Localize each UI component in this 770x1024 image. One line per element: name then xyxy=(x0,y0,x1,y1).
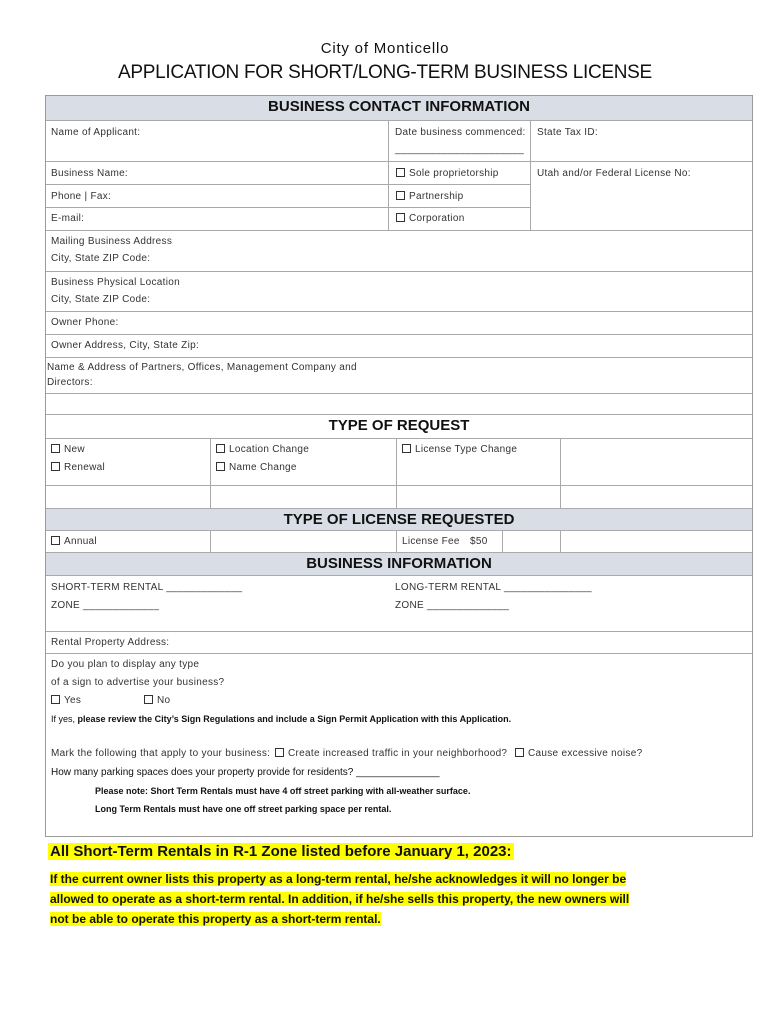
email-field[interactable]: E-mail: xyxy=(51,213,85,224)
date-commenced-label: Date business commenced: xyxy=(395,127,526,138)
checkbox-icon xyxy=(51,536,60,545)
license-type-change-checkbox[interactable]: License Type Change xyxy=(402,444,517,455)
partnership-checkbox[interactable]: Partnership xyxy=(396,191,463,202)
license-form xyxy=(45,95,753,837)
checkbox-icon xyxy=(51,695,60,704)
mailing-city-field[interactable]: City, State ZIP Code: xyxy=(51,253,151,264)
sign-regulations-note: If yes, please review the City’s Sign Regulations and include a Sign Permit Application with this Application. xyxy=(51,714,512,724)
new-checkbox[interactable]: New xyxy=(51,444,85,455)
traffic-checkbox[interactable]: Create increased traffic in your neighborhood? xyxy=(275,748,507,759)
checkbox-icon xyxy=(396,191,405,200)
applicant-name-field[interactable]: Name of Applicant: xyxy=(51,127,141,138)
checkbox-icon xyxy=(402,444,411,453)
long-term-rental-field[interactable]: LONG-TERM RENTAL _______________ xyxy=(395,582,592,593)
mailing-address-field[interactable]: Mailing Business Address xyxy=(51,236,173,247)
r1-zone-warning-title: All Short-Term Rentals in R-1 Zone listed before January 1, 2023: xyxy=(50,843,512,860)
city-name: City of Monticello xyxy=(320,40,450,57)
checkbox-icon xyxy=(51,462,60,471)
sign-no-checkbox[interactable]: No xyxy=(144,695,170,706)
checkbox-icon xyxy=(275,748,284,757)
form-title: APPLICATION FOR SHORT/LONG-TERM BUSINESS LICENSE xyxy=(118,62,652,83)
sign-yes-checkbox[interactable]: Yes xyxy=(51,695,81,706)
license-fee-value: $50 xyxy=(470,536,488,547)
physical-city-field[interactable]: City, State ZIP Code: xyxy=(51,294,151,305)
parking-spaces-field[interactable]: How many parking spaces does your property provide for residents? _______________ xyxy=(51,767,440,778)
checkbox-icon xyxy=(144,695,153,704)
renewal-checkbox[interactable]: Renewal xyxy=(51,462,105,473)
checkbox-icon xyxy=(216,462,225,471)
annual-checkbox[interactable]: Annual xyxy=(51,536,97,547)
sole-proprietorship-checkbox[interactable]: Sole proprietorship xyxy=(396,168,499,179)
checkbox-icon xyxy=(216,444,225,453)
federal-license-field[interactable]: Utah and/or Federal License No: xyxy=(537,168,691,179)
state-tax-id-field[interactable]: State Tax ID: xyxy=(537,127,598,138)
short-term-rental-field[interactable]: SHORT-TERM RENTAL _____________ xyxy=(51,582,243,593)
section-header-contact: BUSINESS CONTACT INFORMATION xyxy=(46,96,752,120)
partners-label-line2: Directors: xyxy=(47,377,93,388)
physical-location-field[interactable]: Business Physical Location xyxy=(51,277,180,288)
section-header-request: TYPE OF REQUEST xyxy=(46,415,752,438)
long-term-zone-field[interactable]: ZONE ______________ xyxy=(395,600,510,611)
checkbox-icon xyxy=(396,168,405,177)
sign-question-line2: of a sign to advertise your business? xyxy=(51,677,225,688)
phone-fax-field[interactable]: Phone | Fax: xyxy=(51,191,112,202)
business-name-field[interactable]: Business Name: xyxy=(51,168,129,179)
short-term-parking-note: Please note: Short Term Rentals must have 4 off street parking with all-weather surface. xyxy=(95,786,471,796)
checkbox-icon xyxy=(515,748,524,757)
r1-zone-warning-text: If the current owner lists this property as a long-term rental, he/she acknowledges it will no longer be allowed to operate as a short-term rental. In addition, if he/she sells this property, the new owners will not be able to operate this property as a short-term rental. xyxy=(50,872,630,926)
mark-following-label: Mark the following that apply to your business: xyxy=(51,748,271,759)
corporation-checkbox[interactable]: Corporation xyxy=(396,213,465,224)
owner-address-field[interactable]: Owner Address, City, State Zip: xyxy=(51,340,200,351)
section-header-license: TYPE OF LICENSE REQUESTED xyxy=(46,509,752,530)
rental-address-field[interactable]: Rental Property Address: xyxy=(51,637,170,648)
short-term-zone-field[interactable]: ZONE _____________ xyxy=(51,600,160,611)
license-fee-label: License Fee xyxy=(402,536,460,547)
checkbox-icon xyxy=(51,444,60,453)
sign-question-line1: Do you plan to display any type xyxy=(51,659,200,670)
owner-phone-field[interactable]: Owner Phone: xyxy=(51,317,119,328)
location-change-checkbox[interactable]: Location Change xyxy=(216,444,309,455)
checkbox-icon xyxy=(396,213,405,222)
noise-checkbox[interactable]: Cause excessive noise? xyxy=(515,748,642,759)
partners-field[interactable]: Name & Address of Partners, Offices, Management Company and xyxy=(47,362,357,373)
long-term-parking-note: Long Term Rentals must have one off street parking space per rental. xyxy=(95,804,392,814)
name-change-checkbox[interactable]: Name Change xyxy=(216,462,297,473)
section-header-business-info: BUSINESS INFORMATION xyxy=(46,553,752,575)
date-commenced-field[interactable]: ______________________ xyxy=(395,144,524,155)
